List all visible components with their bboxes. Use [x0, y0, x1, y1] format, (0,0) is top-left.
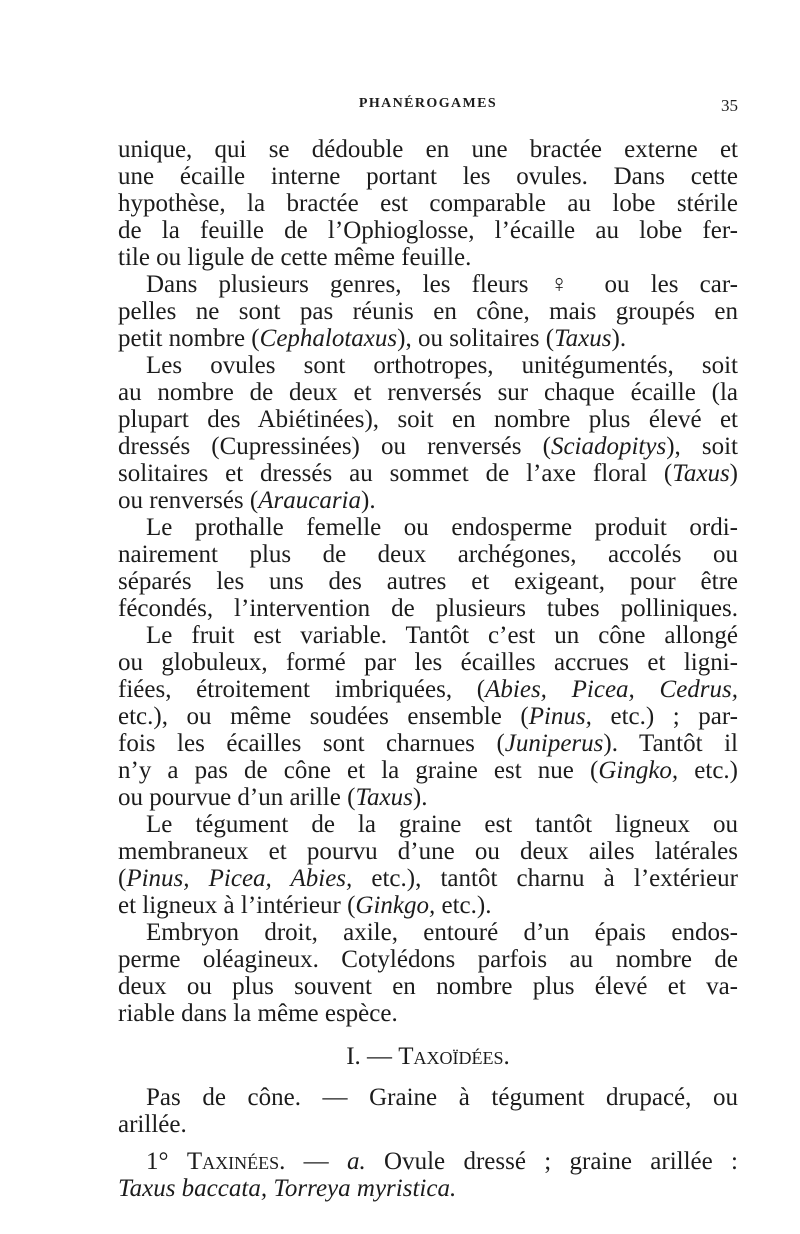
paragraph-female-flowers	[118, 271, 738, 352]
genus-name: Cephalotaxus	[259, 325, 398, 352]
text-line: dressés (Cupressinées) ou renversés (Sciadopitys), soit	[118, 433, 739, 460]
text-line: nairement plus de deux archégones, accolés ou	[118, 541, 738, 568]
text-line	[118, 1175, 738, 1202]
subsection-number: 1°	[146, 1148, 169, 1175]
text-line: et ligneux à l’intérieur (Ginkgo, etc.).	[118, 892, 492, 919]
text-line: 1° Taxinées. — a. Ovule dressé ; graine arillée :	[146, 1148, 739, 1175]
genus-name: Gingko,	[598, 757, 679, 784]
text-line: deux ou plus souvent en nombre plus élevé et va-	[118, 973, 738, 1000]
genus-name: Sciadopitys	[550, 433, 667, 460]
page-header	[118, 96, 738, 120]
text-line: etc.), ou même soudées ensemble (Pinus, etc.) ; par-	[118, 703, 738, 730]
text-line: Le prothalle femelle ou endosperme produit ordi-	[146, 514, 738, 541]
text-line: Le fruit est variable. Tantôt c’est un cône allongé	[146, 622, 738, 649]
genus-name: Juniperus	[504, 730, 604, 757]
text-line: de la feuille de l’Ophioglosse, l’écaille au lobe fer-	[118, 217, 738, 244]
paragraph-embryo	[118, 919, 738, 1027]
paragraph-ovules	[118, 352, 738, 514]
paragraph-seed-coat	[118, 811, 738, 919]
text-line: ou globuleux, formé par les écailles accrues et ligni-	[118, 649, 738, 676]
subsection-title: Taxinées.	[186, 1148, 286, 1175]
item-letter: a.	[346, 1148, 366, 1175]
page-body	[118, 136, 738, 1202]
text-line: une écaille interne portant les ovules. Dans cette	[118, 163, 738, 190]
genus-name: Ginkgo,	[355, 892, 436, 919]
text-line: ou renversés (Araucaria).	[118, 487, 376, 514]
text-line: fécondés, l’intervention de plusieurs tubes polliniques.	[118, 595, 738, 622]
text-line: Pas de cône. — Graine à tégument drupacé, ou	[146, 1084, 738, 1111]
text-line: au nombre de deux et renversés sur chaque écaille (la	[118, 379, 738, 406]
genus-name: Taxus	[554, 325, 612, 352]
text-line: Embryon droit, axile, entouré d’un épais endos-	[146, 919, 738, 946]
text-line: ou pourvue d’un arille (Taxus).	[118, 784, 428, 811]
text-line: arillée.	[118, 1111, 187, 1138]
text-line: unique, qui se dédouble en une bractée externe et	[118, 136, 738, 163]
text-line: riable dans la même espèce.	[118, 1000, 398, 1027]
species-names: Taxus baccata, Torreya myristica.	[118, 1175, 457, 1202]
paragraph-no-cone	[118, 1084, 738, 1138]
genus-name: Pinus,	[528, 703, 592, 730]
text-line: solitaires et dressés au sommet de l’axe floral (Taxus)	[118, 460, 738, 487]
text-line: fois les écailles sont charnues (Juniperus). Tantôt il	[118, 730, 738, 757]
paragraph-taxinees	[118, 1148, 738, 1202]
paragraph-bracts	[118, 136, 738, 271]
paragraph-fruit	[118, 622, 738, 811]
genus-name: Pinus, Picea, Abies,	[126, 865, 353, 892]
section-title: Taxoïdées.	[398, 1043, 510, 1070]
text-line: tile ou ligule de cette même feuille.	[118, 244, 472, 271]
section-number: I.	[346, 1043, 361, 1070]
text-line: hypothèse, la bractée est comparable au lobe stérile	[118, 190, 738, 217]
text-line: séparés les uns des autres et exigeant, pour être	[118, 568, 738, 595]
paragraph-prothallus	[118, 514, 738, 622]
text-line: Les ovules sont orthotropes, unitégumentés, soit	[146, 352, 738, 379]
section-dash: —	[367, 1043, 393, 1070]
genus-name: Taxus	[355, 784, 413, 811]
text-line: plupart des Abiétinées), soit en nombre plus élevé et	[118, 406, 738, 433]
text-line: membraneux et pourvu d’une ou deux ailes latérales	[118, 838, 738, 865]
genus-name: Taxus	[672, 460, 730, 487]
running-title: PHANÉROGAMES	[358, 96, 498, 111]
text-line: perme oléagineux. Cotylédons parfois au nombre de	[118, 946, 738, 973]
text-line: (Pinus, Picea, Abies, etc.), tantôt charnu à l’extérieur	[118, 865, 738, 892]
page-number: 35	[721, 96, 738, 115]
genus-name: Abies, Picea, Cedrus,	[485, 676, 738, 703]
section-heading	[118, 1043, 738, 1070]
text-line: Le tégument de la graine est tantôt ligneux ou	[146, 811, 738, 838]
text-line: n’y a pas de cône et la graine est nue (Gingko, etc.)	[118, 757, 738, 784]
text-line: petit nombre (Cephalotaxus), ou solitaires (Taxus).	[118, 325, 627, 352]
genus-name: Araucaria	[258, 487, 362, 514]
text-line: Dans plusieurs genres, les fleurs ♀ ou les car-	[146, 271, 738, 298]
text-line: fiées, étroitement imbriquées, (Abies, Picea, Cedrus,	[118, 676, 738, 703]
text-line: pelles ne sont pas réunis en cône, mais groupés en	[118, 298, 738, 325]
